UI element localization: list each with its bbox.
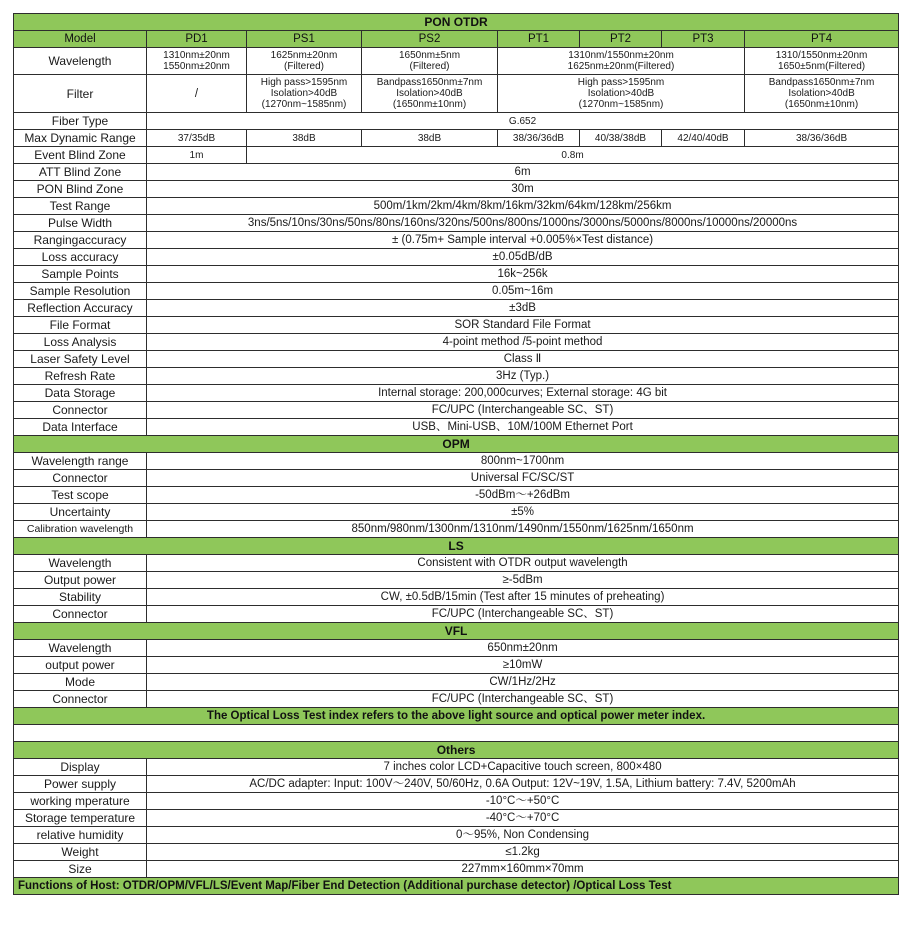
cell-line: Bandpass1650nm±7nm xyxy=(768,77,875,88)
spec-row xyxy=(14,181,899,198)
row-label: Connector xyxy=(14,691,147,708)
cell-line: Bandpass1650nm±7nm xyxy=(376,77,483,88)
cell-line: 1310nm±20nm xyxy=(163,50,230,61)
section-title-ls: LS xyxy=(14,538,899,555)
wavelength-ps1 xyxy=(247,48,362,75)
spec-row xyxy=(14,861,899,878)
row-label: Wavelength range xyxy=(14,453,147,470)
row-value: 6m xyxy=(147,164,899,181)
dynamic-range-pd1: 37/35dB xyxy=(147,130,247,147)
event-blind-rest: 0.8m xyxy=(247,147,899,164)
spec-row xyxy=(14,334,899,351)
row-label: File Format xyxy=(14,317,147,334)
row-value: 500m/1km/2km/4km/8km/16km/32km/64km/128km/256km xyxy=(147,198,899,215)
row-value: FC/UPC (Interchangeable SC、ST) xyxy=(147,691,899,708)
section-opm xyxy=(14,436,899,453)
wavelength-pt1-pt3 xyxy=(498,48,745,75)
filter-pd1: / xyxy=(147,75,247,113)
optical-loss-note: The Optical Loss Test index refers to the above light source and optical power meter index. xyxy=(14,708,899,725)
cell-line: (Filtered) xyxy=(409,61,450,72)
section-vfl xyxy=(14,623,899,640)
row-label: Reflection Accuracy xyxy=(14,300,147,317)
dynamic-range-pt1: 38/36/36dB xyxy=(498,130,580,147)
dynamic-range-ps1: 38dB xyxy=(247,130,362,147)
cell-line: 1625nm±20nm(Filtered) xyxy=(567,61,675,72)
spec-row xyxy=(14,759,899,776)
row-label: Display xyxy=(14,759,147,776)
filter-pt4 xyxy=(745,75,899,113)
row-value: -40°C～+70°C xyxy=(147,810,899,827)
spec-table xyxy=(13,13,899,895)
spec-row xyxy=(14,266,899,283)
section-title-opm: OPM xyxy=(14,436,899,453)
row-label: Laser Safety Level xyxy=(14,351,147,368)
row-value: 650nm±20nm xyxy=(147,640,899,657)
row-label: Loss accuracy xyxy=(14,249,147,266)
row-value: FC/UPC (Interchangeable SC、ST) xyxy=(147,606,899,623)
others-rows xyxy=(14,759,899,878)
blank-row xyxy=(14,725,899,742)
row-label: Wavelength xyxy=(14,555,147,572)
cell-line: High pass>1595nm xyxy=(577,77,665,88)
row-label: Power supply xyxy=(14,776,147,793)
header-pd1: PD1 xyxy=(147,31,247,48)
cell-line: Isolation>40dB xyxy=(270,88,338,99)
row-value: ≥-5dBm xyxy=(147,572,899,589)
row-label: Connector xyxy=(14,470,147,487)
cell-line: 1310nm/1550nm±20nm xyxy=(568,50,674,61)
row-label: Refresh Rate xyxy=(14,368,147,385)
spec-row xyxy=(14,521,899,538)
spec-row xyxy=(14,674,899,691)
row-value: 0～95%, Non Condensing xyxy=(147,827,899,844)
opm-rows xyxy=(14,453,899,538)
spec-row xyxy=(14,470,899,487)
row-label: PON Blind Zone xyxy=(14,181,147,198)
row-label: relative humidity xyxy=(14,827,147,844)
spec-row xyxy=(14,215,899,232)
section-otdr xyxy=(14,14,899,31)
spec-row xyxy=(14,776,899,793)
row-label: Wavelength xyxy=(14,640,147,657)
row-label: Wavelength xyxy=(14,48,147,75)
wavelength-pd1 xyxy=(147,48,247,75)
row-value: Consistent with OTDR output wavelength xyxy=(147,555,899,572)
cell-line: (1270nm~1585nm) xyxy=(578,99,664,110)
row-value: 4-point method /5-point method xyxy=(147,334,899,351)
model-header-row xyxy=(14,31,899,48)
dynamic-range-pt4: 38/36/36dB xyxy=(745,130,899,147)
dynamic-range-pt2: 40/38/38dB xyxy=(580,130,662,147)
spec-row xyxy=(14,640,899,657)
wavelength-pt4 xyxy=(745,48,899,75)
row-label: Data Interface xyxy=(14,419,147,436)
row-value: -50dBm～+26dBm xyxy=(147,487,899,504)
cell-line: Isolation>40dB xyxy=(788,88,855,99)
spec-row xyxy=(14,844,899,861)
row-value: AC/DC adapter: Input: 100V～240V, 50/60Hz, 0.6A Output: 12V~19V, 1.5A, Lithium battery: 7.4V, 5200mAh xyxy=(147,776,899,793)
cell-line: (1650nm±10nm) xyxy=(392,99,467,110)
row-value: USB、Mini-USB、10M/100M Ethernet Port xyxy=(147,419,899,436)
filter-row xyxy=(14,75,899,113)
row-value: 850nm/980nm/1300nm/1310nm/1490nm/1550nm/1625nm/1650nm xyxy=(147,521,899,538)
blank-cell xyxy=(14,725,899,742)
spec-row xyxy=(14,419,899,436)
event-blind-pd1: 1m xyxy=(147,147,247,164)
section-title-others: Others xyxy=(14,742,899,759)
row-value: FC/UPC (Interchangeable SC、ST) xyxy=(147,402,899,419)
cell-line: Isolation>40dB xyxy=(587,88,655,99)
row-label: Connector xyxy=(14,402,147,419)
spec-sheet xyxy=(13,13,898,895)
row-value: ≥10mW xyxy=(147,657,899,674)
row-value: 3ns/5ns/10ns/30ns/50ns/80ns/160ns/320ns/500ns/800ns/1000ns/3000ns/5000ns/8000ns/10000ns/20000ns xyxy=(147,215,899,232)
fiber-type-row xyxy=(14,113,899,130)
row-value: 0.05m~16m xyxy=(147,283,899,300)
row-value: ± (0.75m+ Sample interval +0.005%×Test distance) xyxy=(147,232,899,249)
row-value: 7 inches color LCD+Capacitive touch screen, 800×480 xyxy=(147,759,899,776)
spec-row xyxy=(14,317,899,334)
functions-of-host: Functions of Host: OTDR/OPM/VFL/LS/Event Map/Fiber End Detection (Additional purchase detector) /Optical Loss Test xyxy=(14,878,899,895)
cell-line: (1650nm±10nm) xyxy=(784,99,859,110)
cell-line: (Filtered) xyxy=(283,61,324,72)
cell-line: 1625nm±20nm xyxy=(270,50,338,61)
otdr-simple-rows xyxy=(14,164,899,436)
row-label: Test scope xyxy=(14,487,147,504)
row-label: Fiber Type xyxy=(14,113,147,130)
row-label: Loss Analysis xyxy=(14,334,147,351)
dynamic-range-pt3: 42/40/40dB xyxy=(662,130,745,147)
header-ps2: PS2 xyxy=(362,31,498,48)
row-value: 30m xyxy=(147,181,899,198)
header-ps1: PS1 xyxy=(247,31,362,48)
row-value: ±3dB xyxy=(147,300,899,317)
spec-row xyxy=(14,589,899,606)
cell-line: 1550nm±20nm xyxy=(163,61,230,72)
row-value: -10°C～+50°C xyxy=(147,793,899,810)
row-label: ATT Blind Zone xyxy=(14,164,147,181)
row-value: 800nm~1700nm xyxy=(147,453,899,470)
row-label: Sample Resolution xyxy=(14,283,147,300)
row-value: Class Ⅱ xyxy=(147,351,899,368)
vfl-rows xyxy=(14,640,899,708)
row-label: Event Blind Zone xyxy=(14,147,147,164)
spec-row xyxy=(14,368,899,385)
spec-row xyxy=(14,691,899,708)
row-label: Calibration wavelength xyxy=(14,521,147,538)
spec-row xyxy=(14,164,899,181)
row-value: CW, ±0.5dB/15min (Test after 15 minutes of preheating) xyxy=(147,589,899,606)
spec-row xyxy=(14,606,899,623)
row-label: Test Range xyxy=(14,198,147,215)
ls-rows xyxy=(14,555,899,623)
row-label: Mode xyxy=(14,674,147,691)
filter-pt1-pt3 xyxy=(498,75,745,113)
optical-loss-note-row xyxy=(14,708,899,725)
section-ls xyxy=(14,538,899,555)
row-label: Data Storage xyxy=(14,385,147,402)
spec-row xyxy=(14,249,899,266)
row-label: Weight xyxy=(14,844,147,861)
row-value: 227mm×160mm×70mm xyxy=(147,861,899,878)
spec-row xyxy=(14,232,899,249)
dynamic-range-ps2: 38dB xyxy=(362,130,498,147)
spec-row xyxy=(14,827,899,844)
spec-row xyxy=(14,351,899,368)
row-value: Internal storage: 200,000curves; External storage: 4G bit xyxy=(147,385,899,402)
row-value: SOR Standard File Format xyxy=(147,317,899,334)
row-label: Max Dynamic Range xyxy=(14,130,147,147)
spec-row xyxy=(14,793,899,810)
row-label: Storage temperature xyxy=(14,810,147,827)
spec-row xyxy=(14,283,899,300)
row-value: Universal FC/SC/ST xyxy=(147,470,899,487)
row-label: Stability xyxy=(14,589,147,606)
row-value: ±5% xyxy=(147,504,899,521)
row-label: Size xyxy=(14,861,147,878)
header-pt4: PT4 xyxy=(745,31,899,48)
row-label: Pulse Width xyxy=(14,215,147,232)
section-title-vfl: VFL xyxy=(14,623,899,640)
row-label: Connector xyxy=(14,606,147,623)
wavelength-ps2 xyxy=(362,48,498,75)
spec-row xyxy=(14,198,899,215)
row-label: Rangingaccuracy xyxy=(14,232,147,249)
spec-row xyxy=(14,657,899,674)
row-label: Uncertainty xyxy=(14,504,147,521)
footer-row xyxy=(14,878,899,895)
row-label: Filter xyxy=(14,75,147,113)
row-value: G.652 xyxy=(147,113,899,130)
spec-row xyxy=(14,300,899,317)
filter-ps2 xyxy=(362,75,498,113)
row-value: ±0.05dB/dB xyxy=(147,249,899,266)
row-label: Output power xyxy=(14,572,147,589)
filter-ps1 xyxy=(247,75,362,113)
cell-line: Isolation>40dB xyxy=(396,88,463,99)
row-value: 16k~256k xyxy=(147,266,899,283)
section-title-otdr: PON OTDR xyxy=(14,14,899,31)
cell-line: 1650±5nm(Filtered) xyxy=(777,61,866,72)
spec-row xyxy=(14,487,899,504)
spec-row xyxy=(14,402,899,419)
header-model: Model xyxy=(14,31,147,48)
cell-line: High pass>1595nm xyxy=(260,77,348,88)
section-others xyxy=(14,742,899,759)
spec-row xyxy=(14,453,899,470)
row-label: working mperature xyxy=(14,793,147,810)
header-pt2: PT2 xyxy=(580,31,662,48)
cell-line: (1270nm~1585nm) xyxy=(261,99,347,110)
event-blind-zone-row xyxy=(14,147,899,164)
row-label: output power xyxy=(14,657,147,674)
wavelength-row xyxy=(14,48,899,75)
spec-row xyxy=(14,504,899,521)
spec-row xyxy=(14,555,899,572)
row-value: 3Hz (Typ.) xyxy=(147,368,899,385)
cell-line: 1310/1550nm±20nm xyxy=(775,50,868,61)
header-pt3: PT3 xyxy=(662,31,745,48)
spec-row xyxy=(14,810,899,827)
spec-row xyxy=(14,572,899,589)
dynamic-range-row xyxy=(14,130,899,147)
header-pt1: PT1 xyxy=(498,31,580,48)
cell-line: 1650nm±5nm xyxy=(398,50,461,61)
row-label: Sample Points xyxy=(14,266,147,283)
spec-row xyxy=(14,385,899,402)
row-value: CW/1Hz/2Hz xyxy=(147,674,899,691)
row-value: ≤1.2kg xyxy=(147,844,899,861)
